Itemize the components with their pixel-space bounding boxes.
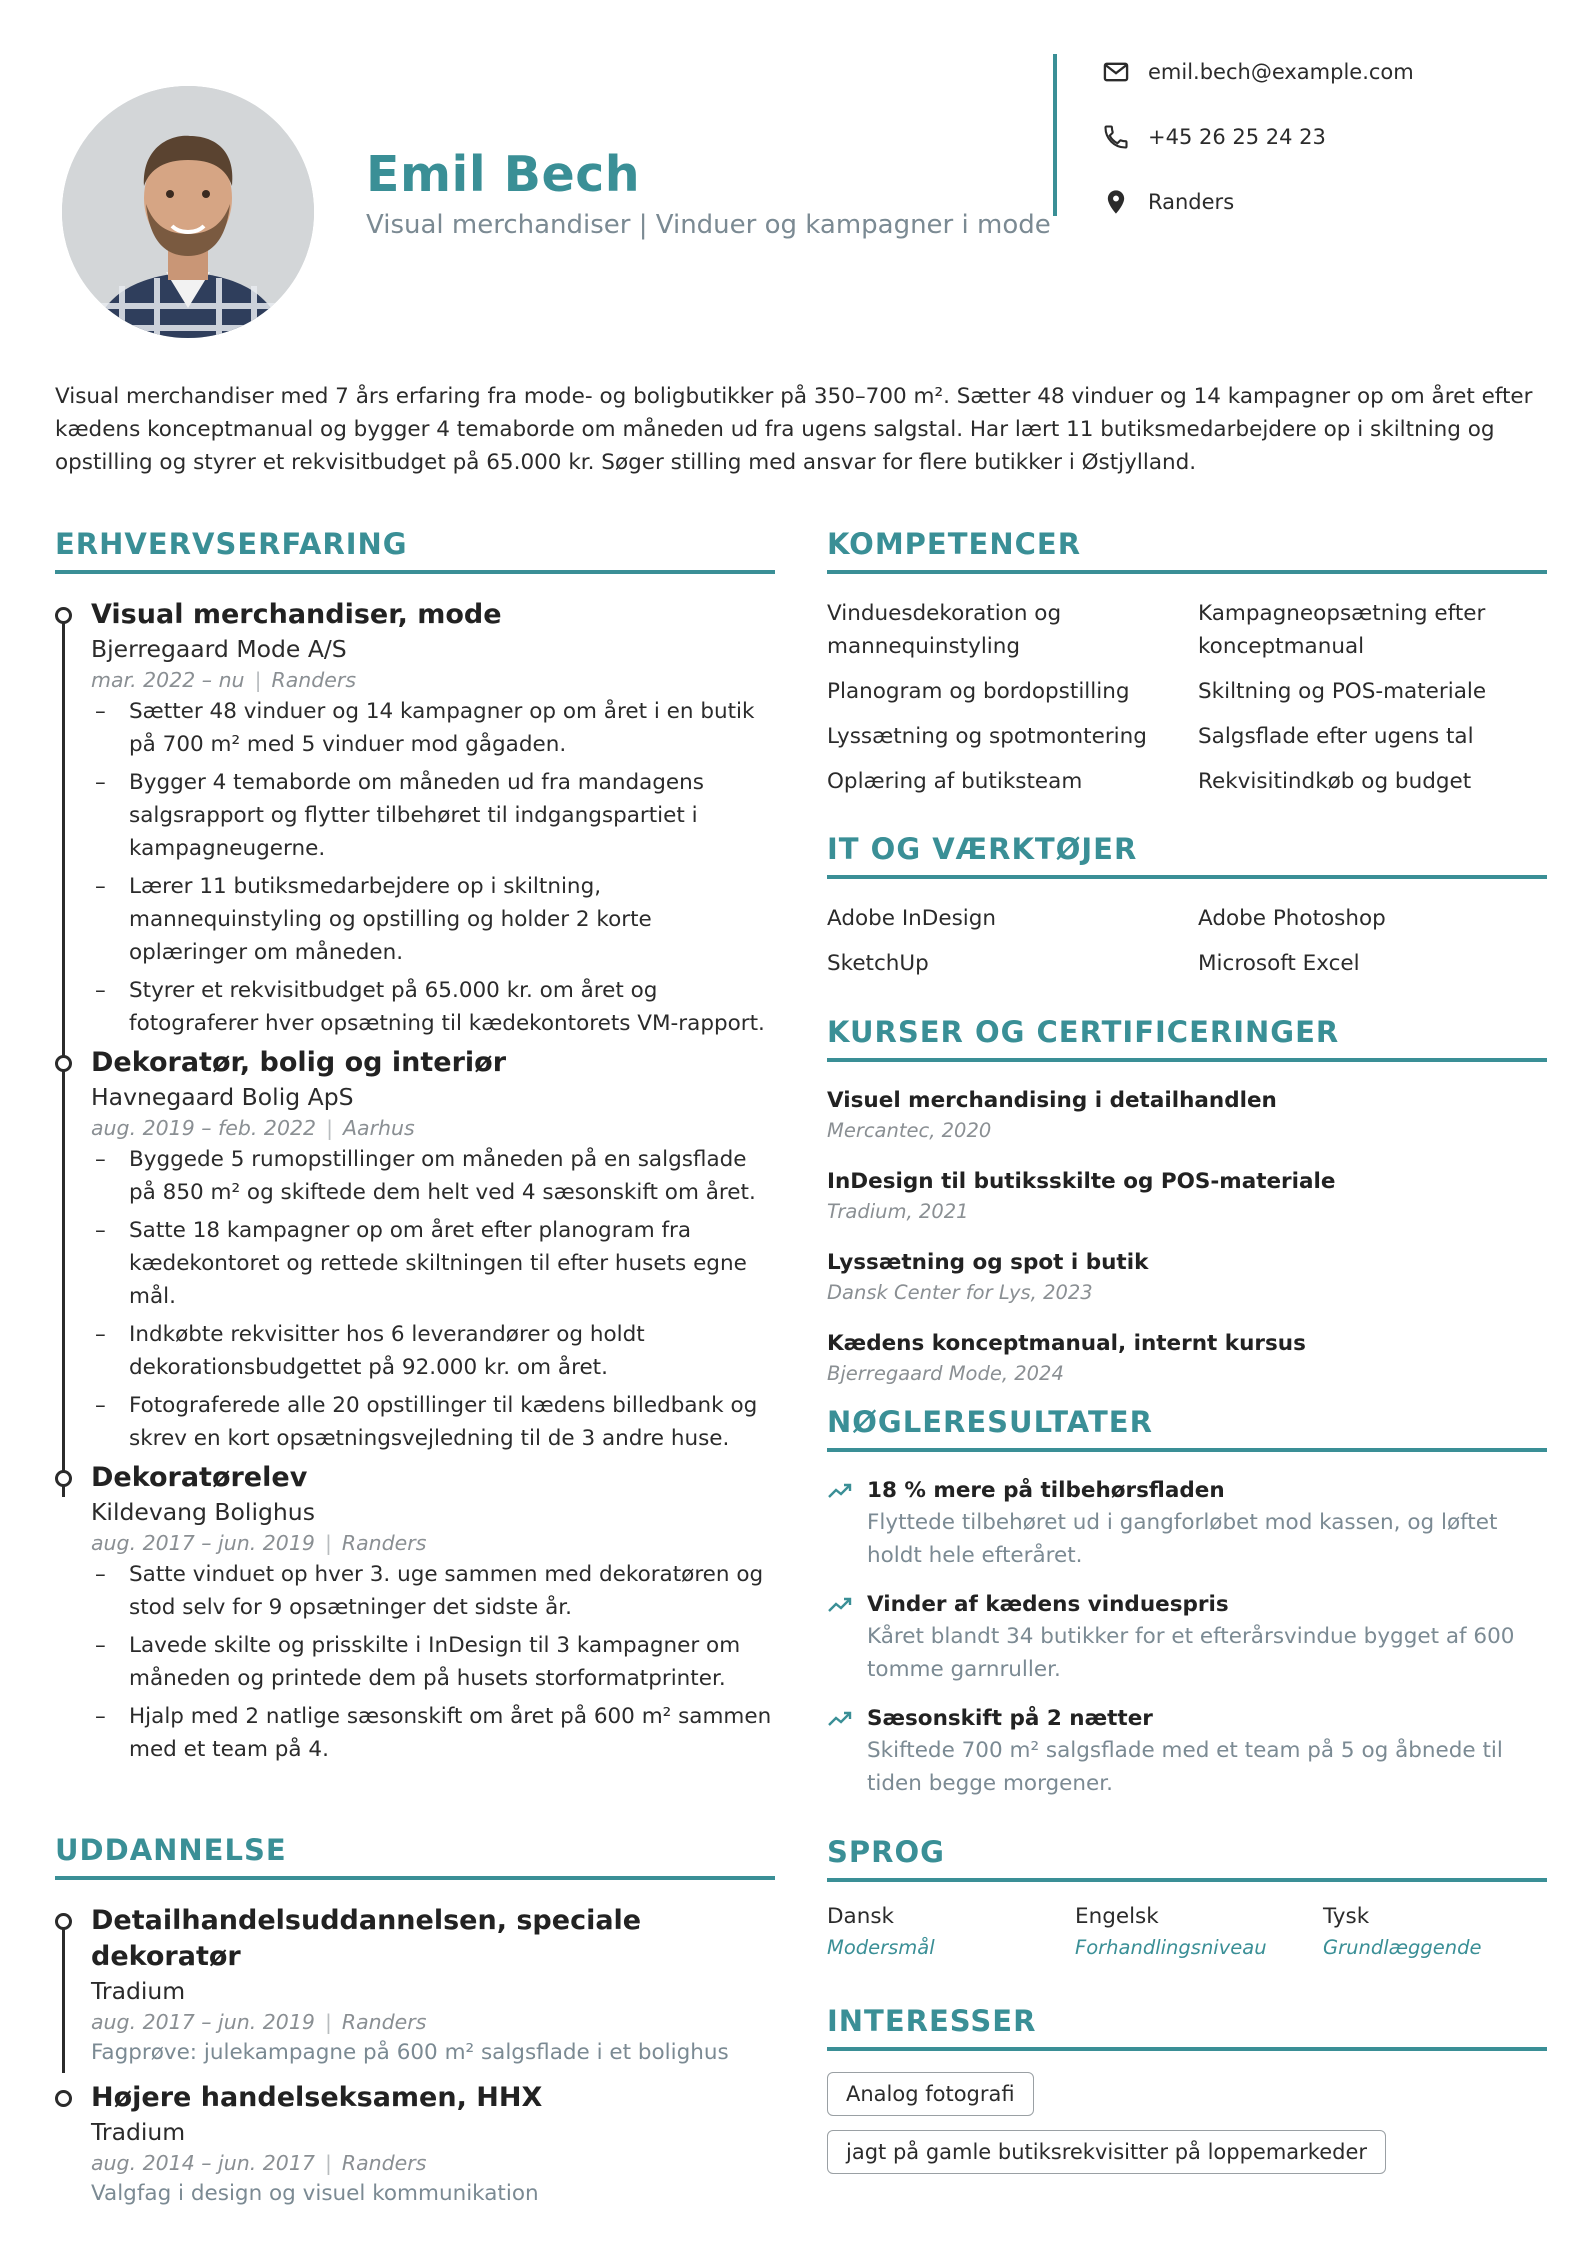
job-meta xyxy=(91,1528,775,1558)
job-city: Randers xyxy=(341,1531,427,1555)
job-bullet: – Lavede skilte og prisskilte i InDesign til 3 kampagner om måneden og printede dem på husets storformatprinter. xyxy=(91,1629,775,1695)
job-meta xyxy=(91,665,775,695)
result-description: Flyttede tilbehøret ud i gangforløbet mod kassen, og løftet holdt hele efteråret. xyxy=(867,1510,1498,1568)
course-name: Visuel merchandising i detailhandlen xyxy=(827,1088,1277,1113)
portrait-image xyxy=(62,86,314,338)
language-name: Engelsk xyxy=(1075,1904,1159,1929)
meta-separator: | xyxy=(254,668,262,692)
course-item xyxy=(827,1085,1547,1146)
degree-title: Detailhandelsuddannelsen, speciale dekoratør xyxy=(91,1905,642,1972)
education-entry xyxy=(55,2080,775,2209)
tool-item: Microsoft Excel xyxy=(1198,951,1360,976)
education-city: Randers xyxy=(341,2151,427,2175)
section-title-interests: INTERESSER xyxy=(827,2004,1037,2038)
contact-email[interactable] xyxy=(1102,55,1414,89)
skill-item: Vinduesdekoration og mannequinstyling xyxy=(827,601,1062,659)
job-bullet: – Satte 18 kampagner op om året efter planogram fra kædekontoret og rettede skiltningen til efter husets egne mål. xyxy=(91,1214,775,1313)
timeline-dot xyxy=(55,1055,72,1072)
job-bullet: – Fotograferede alle 20 opstillinger til kædens billedbank og skrev en kort opsætningsvejledning til de 3 andre huse. xyxy=(91,1389,775,1455)
skill-item: Salgsflade efter ugens tal xyxy=(1198,724,1474,749)
section-title-languages: SPROG xyxy=(827,1835,945,1869)
course-item xyxy=(827,1328,1547,1389)
job-company: Havnegaard Bolig ApS xyxy=(91,1083,354,1111)
job-title: Dekoratørelev xyxy=(91,1462,308,1493)
section-rule xyxy=(55,1876,775,1880)
job-bullet: – Byggede 5 rumopstillinger om måneden på en salgsflade på 850 m² og skiftede dem helt ved 4 sæsonskift om året. xyxy=(91,1143,775,1209)
trend-up-icon xyxy=(827,1481,853,1501)
result-item xyxy=(827,1589,1547,1686)
timeline-dot xyxy=(55,1470,72,1487)
mail-icon xyxy=(1102,58,1130,86)
job-bullet: – Bygger 4 temaborde om måneden ud fra mandagens salgsrapport og flytter tilbehøret til indgangspartiet i kampagneugerne. xyxy=(91,766,775,865)
meta-separator: | xyxy=(324,2151,332,2175)
tool-item: SketchUp xyxy=(827,951,929,976)
job-period: aug. 2019 – feb. 2022 xyxy=(91,1116,317,1140)
contact-block xyxy=(1102,55,1414,250)
trend-up-icon xyxy=(827,1595,853,1615)
experience-timeline xyxy=(55,597,775,1771)
course-item xyxy=(827,1247,1547,1308)
job-bullet: – Styrer et rekvisitbudget på 65.000 kr. om året og fotograferer hver opsætning til kædekontorets VM-rapport. xyxy=(91,974,775,1040)
job-title: Visual merchandiser, mode xyxy=(91,599,502,630)
location-pin-icon xyxy=(1102,188,1130,216)
education-period: aug. 2017 – jun. 2019 xyxy=(91,2010,315,2034)
section-title-tools: IT OG VÆRKTØJER xyxy=(827,832,1138,866)
contact-location xyxy=(1102,185,1414,219)
section-title-results: NØGLERESULTATER xyxy=(827,1405,1153,1439)
meta-separator: | xyxy=(324,1531,332,1555)
interest-tag: Analog fotografi xyxy=(827,2072,1034,2116)
result-description: Skiftede 700 m² salgsflade med et team på 5 og åbnede til tiden begge morgener. xyxy=(867,1738,1503,1796)
phone-icon xyxy=(1102,123,1130,151)
skills-grid xyxy=(827,597,1569,810)
languages-list xyxy=(827,1900,1571,1963)
language-level: Modersmål xyxy=(827,1936,935,1959)
education-timeline xyxy=(55,1903,775,2209)
job-bullets xyxy=(91,1558,775,1766)
skill-item: Kampagneopsætning efter konceptmanual xyxy=(1198,601,1486,659)
language-item xyxy=(1323,1900,1571,1963)
result-item xyxy=(827,1703,1547,1800)
education-meta xyxy=(91,2148,775,2178)
section-rule xyxy=(827,1058,1547,1062)
experience-entry xyxy=(55,1460,775,1766)
language-item xyxy=(1075,1900,1323,1963)
tool-item: Adobe InDesign xyxy=(827,906,997,931)
courses-list xyxy=(827,1085,1547,1409)
section-title-experience: ERHVERVSERFARING xyxy=(55,527,408,561)
job-company: Kildevang Bolighus xyxy=(91,1498,315,1526)
course-meta: Dansk Center for Lys, 2023 xyxy=(827,1281,1093,1304)
result-title: Vinder af kædens vinduespris xyxy=(867,1592,1229,1617)
skill-item: Planogram og bordopstilling xyxy=(827,679,1130,704)
job-bullet: – Satte vinduet op hver 3. uge sammen med dekoratøren og stod selv for 9 opsætninger det sidste år. xyxy=(91,1558,775,1624)
interests-tags xyxy=(827,2072,1386,2188)
course-meta: Bjerregaard Mode, 2024 xyxy=(827,1362,1064,1385)
language-level: Grundlæggende xyxy=(1323,1936,1482,1959)
interest-tag: jagt på gamle butiksrekvisitter på loppemarkeder xyxy=(827,2130,1386,2174)
job-period: aug. 2017 – jun. 2019 xyxy=(91,1531,315,1555)
timeline-dot xyxy=(55,607,72,624)
job-title: Dekoratør, bolig og interiør xyxy=(91,1047,507,1078)
skill-item: Oplæring af butiksteam xyxy=(827,769,1083,794)
contact-email-text: emil.bech@example.com xyxy=(1148,60,1414,84)
experience-entry xyxy=(55,1045,775,1455)
result-title: Sæsonskift på 2 nætter xyxy=(867,1706,1153,1731)
section-rule xyxy=(827,1878,1547,1882)
result-description: Kåret blandt 34 butikker for et efterårsvindue bygget af 600 tomme garnruller. xyxy=(867,1624,1515,1682)
job-bullet: – Indkøbte rekvisitter hos 6 leverandører og holdt dekorationsbudgettet på 92.000 kr. om året. xyxy=(91,1318,775,1384)
job-meta xyxy=(91,1113,775,1143)
education-meta xyxy=(91,2007,775,2037)
meta-separator: | xyxy=(326,1116,334,1140)
skill-item: Skiltning og POS-materiale xyxy=(1198,679,1487,704)
language-name: Dansk xyxy=(827,1904,895,1929)
contact-location-text: Randers xyxy=(1148,190,1235,214)
course-name: Kædens konceptmanual, internt kursus xyxy=(827,1331,1306,1356)
education-note: Valgfag i design og visuel kommunikation xyxy=(91,2181,539,2206)
section-rule xyxy=(827,875,1547,879)
result-title: 18 % mere på tilbehørsfladen xyxy=(867,1478,1225,1503)
profile-photo xyxy=(62,86,314,338)
section-title-education: UDDANNELSE xyxy=(55,1833,287,1867)
tool-item: Adobe Photoshop xyxy=(1198,906,1386,931)
job-bullet: – Lærer 11 butiksmedarbejdere op i skiltning, mannequinstyling og opstilling og holder 2 korte oplæringer om måneden. xyxy=(91,870,775,969)
experience-entry xyxy=(55,597,775,1040)
education-period: aug. 2014 – jun. 2017 xyxy=(91,2151,315,2175)
contact-phone-text: +45 26 25 24 23 xyxy=(1148,125,1326,149)
school-name: Tradium xyxy=(91,2118,186,2146)
job-period: mar. 2022 – nu xyxy=(91,668,245,692)
skill-item: Lyssætning og spotmontering xyxy=(827,724,1147,749)
education-city: Randers xyxy=(341,2010,427,2034)
course-item xyxy=(827,1166,1547,1227)
meta-separator: | xyxy=(324,2010,332,2034)
job-city: Aarhus xyxy=(343,1116,415,1140)
degree-title: Højere handelseksamen, HHX xyxy=(91,2082,543,2113)
candidate-headline: Visual merchandiser | Vinduer og kampagner i mode xyxy=(366,210,1051,240)
section-rule xyxy=(827,2047,1547,2051)
language-item xyxy=(827,1900,1075,1963)
education-entry xyxy=(55,1903,775,2068)
job-bullet: – Hjalp med 2 natlige sæsonskift om året på 600 m² sammen med et team på 4. xyxy=(91,1700,775,1766)
job-company: Bjerregaard Mode A/S xyxy=(91,635,347,663)
result-item xyxy=(827,1475,1547,1572)
course-name: Lyssætning og spot i butik xyxy=(827,1250,1149,1275)
job-city: Randers xyxy=(271,668,357,692)
education-note: Fagprøve: julekampagne på 600 m² salgsflade i et bolighus xyxy=(91,2040,729,2065)
job-bullets xyxy=(91,695,775,1040)
contact-phone[interactable] xyxy=(1102,120,1414,154)
section-title-skills: KOMPETENCER xyxy=(827,527,1082,561)
header-divider xyxy=(1053,54,1057,216)
tools-grid xyxy=(827,902,1569,992)
timeline-dot xyxy=(55,2090,72,2107)
candidate-name: Emil Bech xyxy=(366,146,641,203)
course-meta: Tradium, 2021 xyxy=(827,1200,969,1223)
job-bullets xyxy=(91,1143,775,1455)
language-level: Forhandlingsniveau xyxy=(1075,1936,1267,1959)
trend-up-icon xyxy=(827,1709,853,1729)
section-rule xyxy=(827,1448,1547,1452)
results-list xyxy=(827,1475,1547,1817)
timeline-dot xyxy=(55,1913,72,1930)
section-title-courses: KURSER OG CERTIFICERINGER xyxy=(827,1015,1340,1049)
language-name: Tysk xyxy=(1323,1904,1370,1929)
course-name: InDesign til butiksskilte og POS-materiale xyxy=(827,1169,1336,1194)
section-rule xyxy=(55,570,775,574)
profile-summary: Visual merchandiser med 7 års erfaring fra mode- og boligbutikker på 350–700 m². Sætter 48 vinduer og 14 kampagner op om året efter kædens konceptmanual og bygger 4 temaborde om måneden ud fra ugens salgstal. Har lært 11 butiksmedarbejdere op i skiltning og opstilling og styrer et rekvisitbudget på 65.000 kr. Søger stilling med ansvar for flere butikker i Østjylland. xyxy=(55,384,1533,475)
skill-item: Rekvisitindkøb og budget xyxy=(1198,769,1472,794)
school-name: Tradium xyxy=(91,1977,186,2005)
course-meta: Mercantec, 2020 xyxy=(827,1119,992,1142)
section-rule xyxy=(827,570,1547,574)
job-bullet: – Sætter 48 vinduer og 14 kampagner op om året i en butik på 700 m² med 5 vinduer mod gågaden. xyxy=(91,695,775,761)
